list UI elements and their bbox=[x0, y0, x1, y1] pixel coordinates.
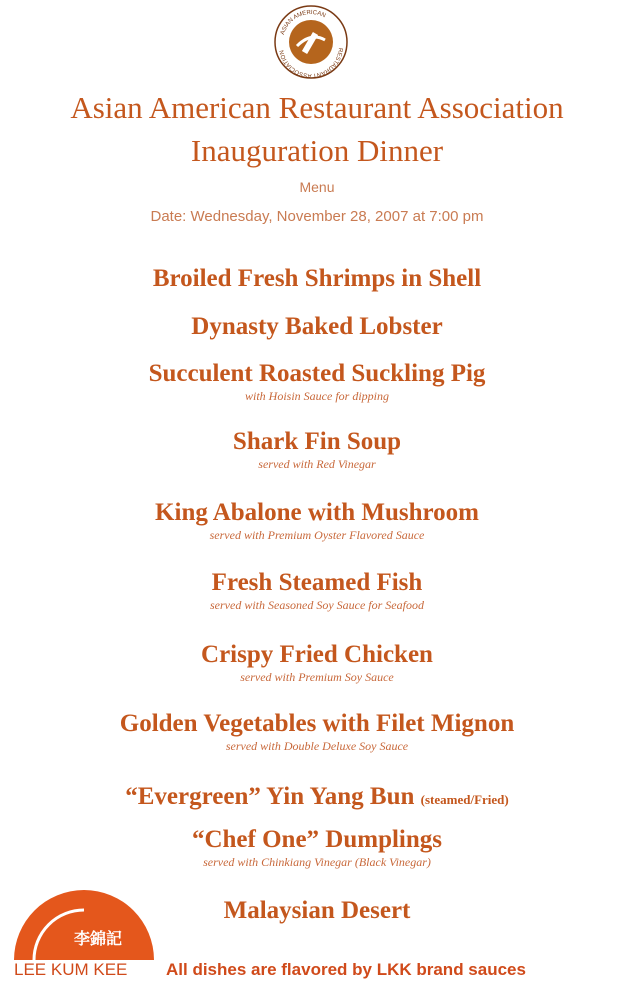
menu-item bbox=[0, 312, 634, 342]
svg-text:RESTAURANT ASSOCIATION: RESTAURANT ASSOCIATION bbox=[279, 47, 343, 79]
dish-note: served with Red Vinegar bbox=[258, 457, 376, 471]
association-seal-icon bbox=[271, 2, 351, 82]
brand-chinese-name: 李錦記 bbox=[74, 929, 123, 948]
menu-item bbox=[0, 264, 634, 294]
dish-name: Shark Fin Soup bbox=[232, 428, 402, 455]
dish-name bbox=[0, 782, 634, 815]
dish-suffix: (steamed/Fried) bbox=[420, 792, 509, 807]
dish-note: served with Premium Soy Sauce bbox=[240, 670, 394, 684]
menu-item bbox=[0, 709, 634, 754]
dish-name: Golden Vegetables with Filet Mignon bbox=[119, 710, 515, 737]
dish-name: Fresh Steamed Fish bbox=[211, 569, 423, 596]
dish-note: served with Double Deluxe Soy Sauce bbox=[225, 739, 409, 753]
lee-kum-kee-logo-icon bbox=[14, 880, 164, 960]
dish-note: served with Premium Oyster Flavored Sauce bbox=[209, 528, 425, 542]
dish-name: Succulent Roasted Suckling Pig bbox=[148, 360, 486, 387]
footer-tagline: All dishes are flavored by LKK brand sauces bbox=[166, 960, 526, 979]
menu-item bbox=[0, 568, 634, 613]
menu-label: Menu bbox=[299, 179, 335, 195]
event-date: Date: Wednesday, November 28, 2007 at 7:00 pm bbox=[150, 208, 484, 225]
dish-note: served with Seasoned Soy Sauce for Seafood bbox=[210, 598, 424, 612]
menu-item bbox=[0, 498, 634, 543]
dish-name: Dynasty Baked Lobster bbox=[191, 313, 443, 340]
dish-note: with Hoisin Sauce for dipping bbox=[245, 389, 389, 403]
menu-item bbox=[0, 782, 634, 815]
dish-name: Broiled Fresh Shrimps in Shell bbox=[152, 265, 482, 292]
menu-item bbox=[0, 427, 634, 472]
menu-item bbox=[0, 640, 634, 685]
dish-name: Malaysian Desert bbox=[223, 897, 411, 924]
dish-name: King Abalone with Mushroom bbox=[155, 499, 479, 526]
svg-text:ASIAN AMERICAN: ASIAN AMERICAN bbox=[280, 9, 327, 36]
dish-name-text: “Evergreen” Yin Yang Bun bbox=[125, 783, 415, 810]
dish-name: “Chef One” Dumplings bbox=[191, 826, 443, 853]
page-title: Asian American Restaurant Association bbox=[70, 90, 564, 125]
dish-note: served with Chinkiang Vinegar (Black Vinegar) bbox=[203, 855, 431, 869]
dish-name: Crispy Fried Chicken bbox=[201, 641, 433, 668]
menu-item bbox=[0, 359, 634, 404]
page-subtitle: Inauguration Dinner bbox=[190, 133, 444, 168]
menu-item bbox=[0, 825, 634, 870]
brand-name: LEE KUM KEE bbox=[14, 960, 128, 979]
